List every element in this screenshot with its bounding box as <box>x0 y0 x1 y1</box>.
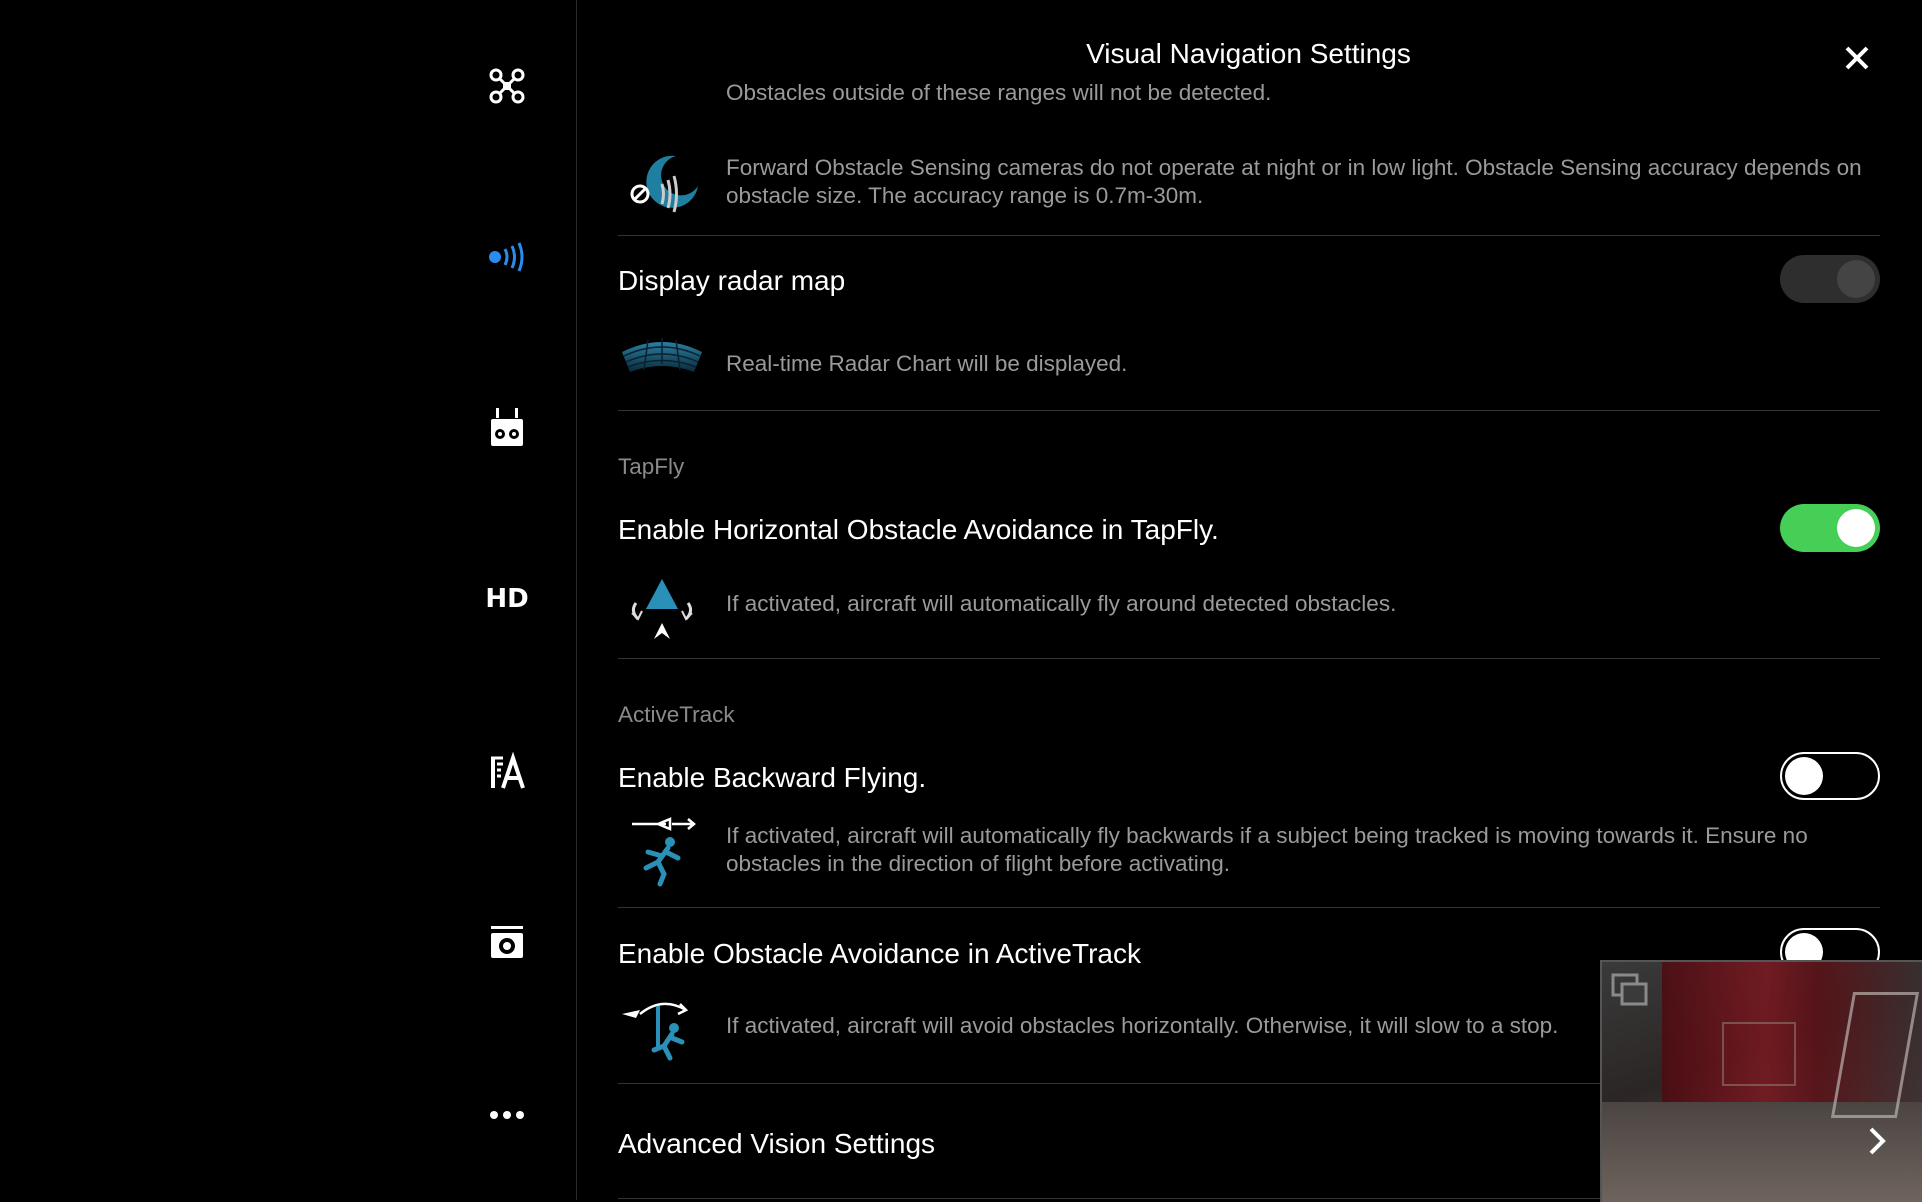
activetrack-avoid-icon <box>618 996 706 1068</box>
activetrack-avoidance-text: If activated, aircraft will avoid obstacles horizontally. Otherwise, it will slow to a stop. <box>726 1013 1559 1038</box>
section-title-activetrack: ActiveTrack <box>618 702 735 727</box>
divider <box>618 235 1880 236</box>
tapfly-avoidance-label: Enable Horizontal Obstacle Avoidance in TapFly. <box>618 514 1219 545</box>
radar-map-toggle[interactable] <box>1780 255 1880 303</box>
nav-sensing[interactable] <box>438 212 576 302</box>
nav-battery[interactable] <box>438 727 576 817</box>
left-blank-area <box>0 0 438 1200</box>
forward-sensing-text: Forward Obstacle Sensing cameras do not operate at night or in low light. Obstacle Sensing accuracy depends on obstacle size. The accuracy range is 0.7m-30m. <box>726 155 1862 208</box>
radar-map-row <box>618 255 1880 305</box>
close-icon[interactable] <box>1839 40 1875 76</box>
nav-more[interactable] <box>438 1070 576 1160</box>
backward-flying-label: Enable Backward Flying. <box>618 762 927 793</box>
night-sensing-icon <box>618 146 706 218</box>
nav-hd-transmission[interactable] <box>438 554 576 644</box>
backward-flying-row <box>618 752 1880 802</box>
battery-icon <box>489 754 525 790</box>
divider <box>618 658 1880 659</box>
nav-remote-controller[interactable] <box>438 383 576 473</box>
camera-preview-thumbnail[interactable] <box>1600 960 1922 1202</box>
aircraft-icon <box>488 67 526 105</box>
radar-map-text: Real-time Radar Chart will be displayed. <box>726 351 1128 376</box>
divider <box>618 410 1880 411</box>
backward-flying-info <box>618 816 1880 906</box>
tapfly-info <box>618 573 1880 653</box>
page-title: Visual Navigation Settings <box>1086 38 1411 69</box>
tapfly-text: If activated, aircraft will automatically fly around detected obstacles. <box>726 591 1397 616</box>
preview-scene-shelf <box>1722 1022 1796 1086</box>
activetrack-avoidance-label: Enable Obstacle Avoidance in ActiveTrack <box>618 938 1141 969</box>
backward-flying-toggle[interactable] <box>1780 752 1880 800</box>
advanced-vision-settings-label: Advanced Vision Settings <box>618 1128 936 1159</box>
radar-map-label: Display radar map <box>618 265 846 296</box>
radar-map-info <box>618 326 1880 406</box>
tapfly-avoidance-toggle[interactable] <box>1780 504 1880 552</box>
nav-aircraft[interactable] <box>438 41 576 131</box>
divider <box>618 907 1880 908</box>
tapfly-avoidance-row <box>618 504 1880 554</box>
nav-camera[interactable] <box>438 898 576 988</box>
more-icon <box>489 1110 525 1120</box>
hd-transmission-icon: HD <box>485 584 529 614</box>
settings-nav <box>438 0 577 1200</box>
camera-icon <box>489 926 525 960</box>
backward-flying-text: If activated, aircraft will automatically fly backwards if a subject being tracked is moving towards it. Ensure no obstacles in the direction of flight before activating. <box>726 823 1808 876</box>
forward-sensing-info <box>618 146 1880 236</box>
section-title-tapfly: TapFly <box>618 454 685 479</box>
tapfly-avoid-icon <box>618 573 706 645</box>
backward-flying-icon <box>618 816 706 888</box>
radar-chart-icon <box>618 326 706 398</box>
chevron-right-icon[interactable] <box>1862 1124 1892 1158</box>
remote-controller-icon <box>490 408 524 448</box>
sensing-icon <box>487 242 527 272</box>
clipped-description: Obstacles outside of these ranges will not be detected. <box>726 80 1272 105</box>
switch-view-icon[interactable] <box>1610 972 1650 1012</box>
